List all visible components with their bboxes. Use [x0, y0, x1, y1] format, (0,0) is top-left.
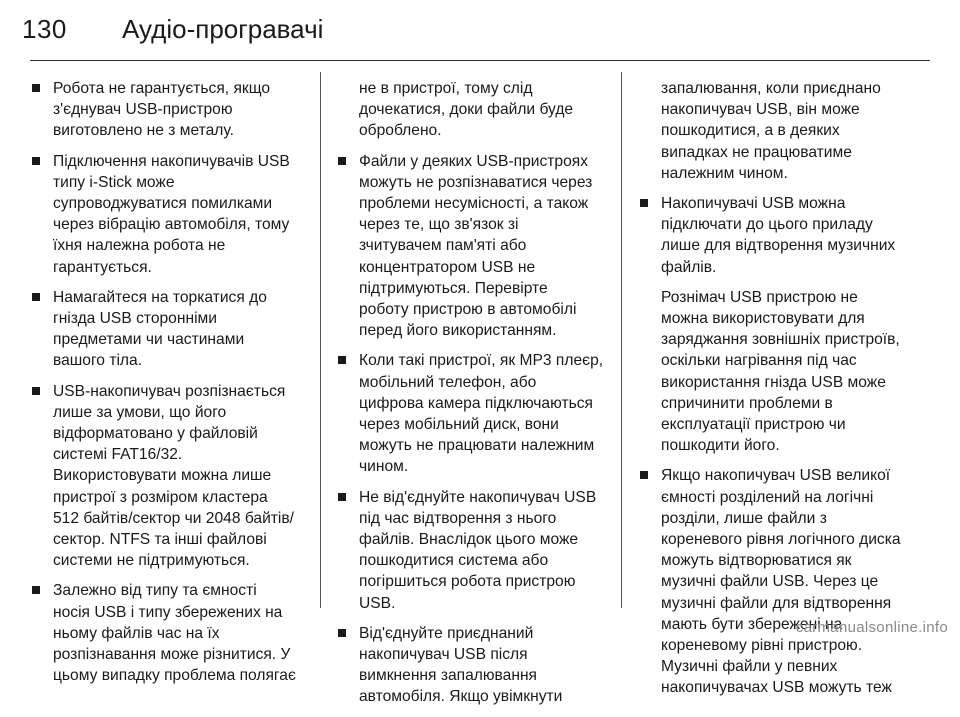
column-divider [320, 72, 321, 608]
list-item: Робота не гарантується, якщо з'єднувач USB-пристрою виготовлено не з металу. [32, 78, 310, 142]
section-title: Аудіо-програвачі [122, 14, 324, 44]
page-number: 130 [22, 14, 67, 44]
list-item: Коли такі пристрої, як MP3 плеєр, мобільний телефон, або цифрова камера підключаються через мобільний диск, вони можуть не працювати належним чином. [338, 350, 606, 477]
bullet-square-icon [640, 199, 648, 207]
bullet-square-icon [32, 387, 40, 395]
list-item: Залежно від типу та ємності носія USB і типу збережених на ньому файлів час на їх розпізнавання може різнитися. У цьому випадку проблема полягає [32, 580, 310, 686]
list-item: Не від'єднуйте накопичувач USB під час відтворення з нього файлів. Внаслідок цього може пошкодитися система або погіршиться робота пристрою USB. [338, 487, 606, 614]
header-rule [30, 60, 930, 61]
list-item: Намагайтеся на торкатися до гнізда USB сторонніми предметами чи частинами вашого тіла. [32, 287, 310, 372]
bullet-square-icon [338, 629, 346, 637]
bullet-square-icon [32, 157, 40, 165]
bullet-square-icon [640, 471, 648, 479]
bullet-square-icon [338, 157, 346, 165]
column-3 [640, 78, 908, 708]
list-item: Від'єднуйте приєднаний накопичувач USB після вимкнення запалювання автомобіля. Якщо увімкнути [338, 623, 606, 708]
watermark: carmanualsonline.info [795, 619, 948, 636]
list-item: Якщо накопичувач USB великої ємності розділений на логічні розділи, лише файли з кореневого рівня логічного диска можуть відтворюватися як музичні файли USB. Через це музичні файли для відтворення мають бути збережені на кореневому рівні пристрою. Музичні файли у певних накопичувачах USB можуть теж [640, 465, 908, 698]
list-item: Файли у деяких USB-пристроях можуть не розпізнаватися через проблеми несумісності, а також через те, що зв'язок зі зчитувачем пам'яті або концентратором USB не підтримуються. Перевірте роботу пристрою в автомобілі перед його використанням. [338, 151, 606, 342]
bullet-square-icon [32, 586, 40, 594]
continued-paragraph: запалювання, коли приєднано накопичувач USB, він може пошкодитися, а в деяких випадках не працюватиме належним чином. [661, 80, 881, 182]
column-2 [338, 78, 606, 717]
bullet-square-icon [32, 84, 40, 92]
bullet-square-icon [32, 293, 40, 301]
page-header [22, 14, 323, 46]
list-item: Накопичувачі USB можна підключати до цього приладу лише для відтворення музичних файлів. Рознімач USB пристрою не можна використовувати для заряджання зовнішніх пристроїв, оскільки нагрівання під час використання гнізда USB може спричинити проблеми в експлуатації пристрою чи пошкодити його. [640, 193, 908, 456]
list-item: Підключення накопичувачів USB типу i-Stick може супроводжуватися помилками через вібрацію автомобіля, тому їхня належна робота не гарантується. [32, 151, 310, 278]
column-divider [621, 72, 622, 608]
bullet-square-icon [338, 493, 346, 501]
bullet-square-icon [338, 356, 346, 364]
continued-paragraph: не в пристрої, тому слід дочекатися, доки файли буде оброблено. [359, 80, 574, 140]
column-1 [32, 78, 310, 695]
list-item: USB-накопичувач розпізнається лише за умови, що його відформатовано у файловій системі FAT16/32. Використовувати можна лише пристрої з розміром кластера 512 байтів/сектор чи 2048 байтів/ сектор. NTFS та інші файлові системи не підтримуються. [32, 381, 310, 572]
